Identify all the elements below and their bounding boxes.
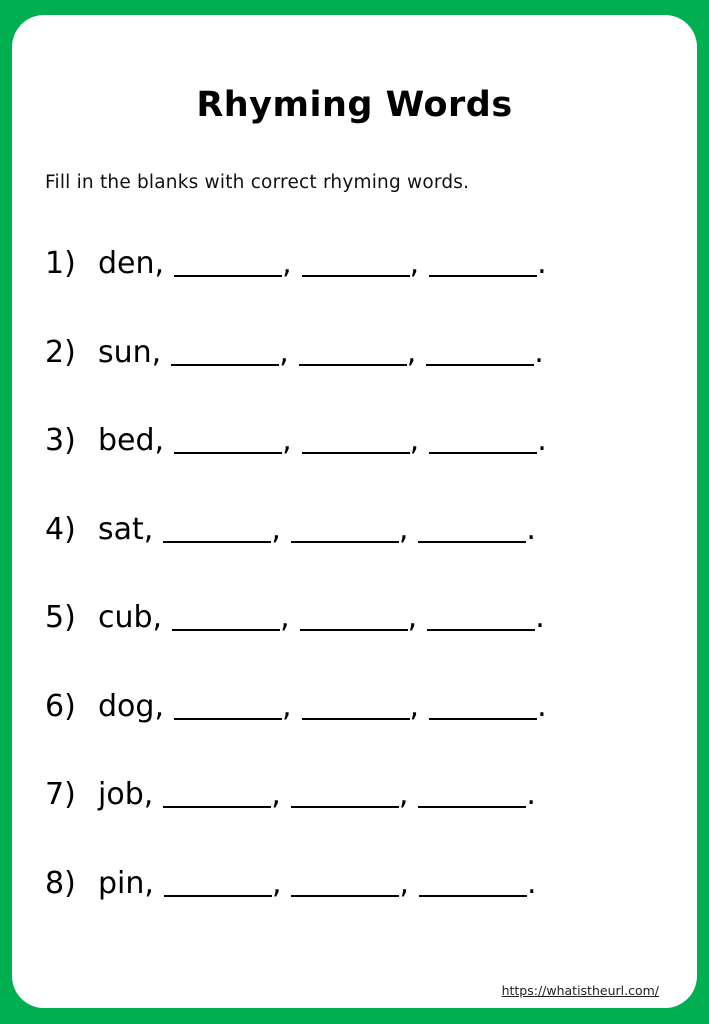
- question-word: den,: [98, 246, 165, 281]
- answer-blank-1[interactable]: [163, 770, 271, 808]
- answer-blank-2[interactable]: [291, 770, 399, 808]
- answer-blank-3[interactable]: [429, 682, 537, 720]
- separator: ,: [399, 865, 410, 901]
- answer-blank-3[interactable]: [418, 770, 526, 808]
- end-punctuation: .: [537, 423, 547, 458]
- separator: ,: [271, 865, 282, 901]
- question-word: pin,: [98, 865, 154, 901]
- separator: ,: [406, 334, 417, 370]
- answer-blank-2[interactable]: [299, 328, 407, 366]
- answer-blank-3[interactable]: [427, 593, 535, 631]
- question-item: [45, 770, 547, 859]
- answer-blank-3[interactable]: [426, 328, 534, 366]
- answer-blank-1[interactable]: [171, 328, 279, 366]
- question-number: 6): [45, 688, 76, 724]
- separator: ,: [409, 688, 420, 724]
- answer-blank-2[interactable]: [291, 505, 399, 543]
- answer-blank-3[interactable]: [429, 416, 537, 454]
- answer-blank-3[interactable]: [419, 859, 527, 897]
- question-list: [45, 239, 547, 947]
- answer-blank-1[interactable]: [174, 239, 282, 277]
- question-number: 2): [45, 334, 76, 370]
- end-punctuation: .: [537, 246, 547, 281]
- answer-blank-1[interactable]: [172, 593, 280, 631]
- question-item: [45, 328, 547, 417]
- end-punctuation: .: [526, 777, 536, 812]
- question-number: 7): [45, 777, 76, 812]
- answer-blank-1[interactable]: [163, 505, 271, 543]
- answer-blank-1[interactable]: [174, 682, 282, 720]
- separator: ,: [409, 423, 420, 458]
- answer-blank-2[interactable]: [291, 859, 399, 897]
- separator: ,: [407, 600, 418, 635]
- end-punctuation: .: [527, 865, 537, 901]
- separator: ,: [409, 246, 420, 281]
- question-item: [45, 593, 547, 682]
- separator: ,: [271, 511, 281, 547]
- answer-blank-2[interactable]: [300, 593, 408, 631]
- source-url-link[interactable]: https://whatistheurl.com/: [501, 983, 659, 998]
- question-number: 1): [45, 246, 76, 281]
- answer-blank-3[interactable]: [429, 239, 537, 277]
- question-word: cub,: [98, 600, 163, 635]
- separator: ,: [398, 777, 409, 812]
- question-word: sat,: [98, 511, 154, 547]
- worksheet-instructions: Fill in the blanks with correct rhyming words.: [45, 172, 470, 193]
- question-word: bed,: [98, 423, 165, 458]
- question-number: 3): [45, 423, 76, 458]
- end-punctuation: .: [535, 600, 545, 635]
- end-punctuation: .: [537, 688, 547, 724]
- worksheet-card: [12, 15, 697, 1008]
- question-number: 8): [45, 865, 76, 901]
- question-item: [45, 505, 547, 594]
- separator: ,: [282, 246, 292, 281]
- question-item: [45, 416, 547, 505]
- question-item: [45, 682, 547, 771]
- separator: ,: [282, 423, 292, 458]
- separator: ,: [271, 777, 281, 812]
- end-punctuation: .: [534, 334, 544, 370]
- question-number: 5): [45, 600, 76, 635]
- question-word: sun,: [98, 334, 162, 370]
- separator: ,: [398, 511, 409, 547]
- worksheet-title: Rhyming Words: [196, 85, 513, 125]
- question-number: 4): [45, 511, 76, 547]
- answer-blank-2[interactable]: [302, 239, 410, 277]
- end-punctuation: .: [526, 511, 536, 547]
- separator: ,: [280, 600, 290, 635]
- answer-blank-1[interactable]: [164, 859, 272, 897]
- answer-blank-3[interactable]: [418, 505, 526, 543]
- separator: ,: [281, 688, 292, 724]
- question-word: dog,: [98, 688, 164, 724]
- answer-blank-2[interactable]: [302, 416, 410, 454]
- question-item: [45, 239, 547, 328]
- answer-blank-2[interactable]: [302, 682, 410, 720]
- question-word: job,: [98, 777, 154, 812]
- answer-blank-1[interactable]: [174, 416, 282, 454]
- question-item: [45, 859, 547, 948]
- separator: ,: [279, 334, 289, 370]
